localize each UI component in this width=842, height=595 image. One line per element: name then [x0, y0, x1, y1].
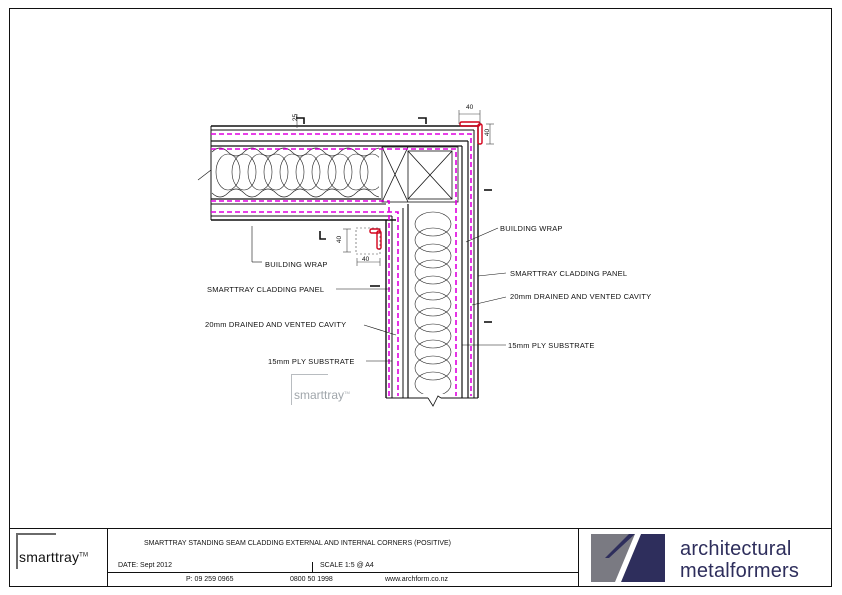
- label-ply-left: 15mm PLY SUBSTRATE: [268, 357, 355, 366]
- title-block-top-rule: [9, 528, 832, 529]
- watermark-logo: smarttray™: [294, 388, 350, 402]
- label-building-wrap-right: BUILDING WRAP: [500, 224, 563, 233]
- top-insulation: [212, 148, 388, 197]
- title-block-cell-divider: [312, 562, 313, 572]
- architectural-metalformers-logo-icon: [591, 534, 665, 582]
- dim-25: 25: [292, 113, 300, 122]
- dim-40-top: 40: [466, 104, 474, 111]
- title-block-divider-1: [107, 528, 108, 586]
- smarttray-logo: smarttray™: [19, 549, 89, 565]
- phone-number: P: 09 259 0965: [186, 576, 234, 583]
- title-block-divider-2: [578, 528, 579, 586]
- top-wall: [211, 126, 478, 220]
- label-ply-right: 15mm PLY SUBSTRATE: [508, 341, 595, 350]
- website-link[interactable]: www.archform.co.nz: [385, 576, 449, 583]
- company-name-line-2: metalformers: [680, 560, 800, 582]
- label-building-wrap-left: BUILDING WRAP: [265, 260, 328, 269]
- freephone-number: 0800 50 1998: [290, 576, 333, 583]
- drawing-date: DATE: Sept 2012: [118, 562, 172, 569]
- dim-40-inner-horizontal: 40: [362, 256, 370, 263]
- label-cavity-right: 20mm DRAINED AND VENTED CAVITY: [510, 292, 652, 301]
- label-cladding-panel-right: SMARTTRAY CLADDING PANEL: [510, 269, 628, 278]
- drawing-scale: SCALE 1:5 @ A4: [320, 562, 374, 569]
- right-insulation: [415, 212, 451, 396]
- company-name-line-1: architectural: [680, 538, 792, 560]
- label-cavity-left: 20mm DRAINED AND VENTED CAVITY: [205, 320, 347, 329]
- label-cladding-panel-left: SMARTTRAY CLADDING PANEL: [207, 285, 325, 294]
- drawing-title: SMARTTRAY STANDING SEAM CLADDING EXTERNAL AND INTERNAL CORNERS (POSITIVE): [144, 540, 452, 547]
- dim-40-side: 40: [484, 128, 492, 137]
- corner-timber: [382, 147, 458, 202]
- title-block-row-rule: [107, 572, 578, 573]
- dim-40-inner-vertical: 40: [336, 235, 344, 244]
